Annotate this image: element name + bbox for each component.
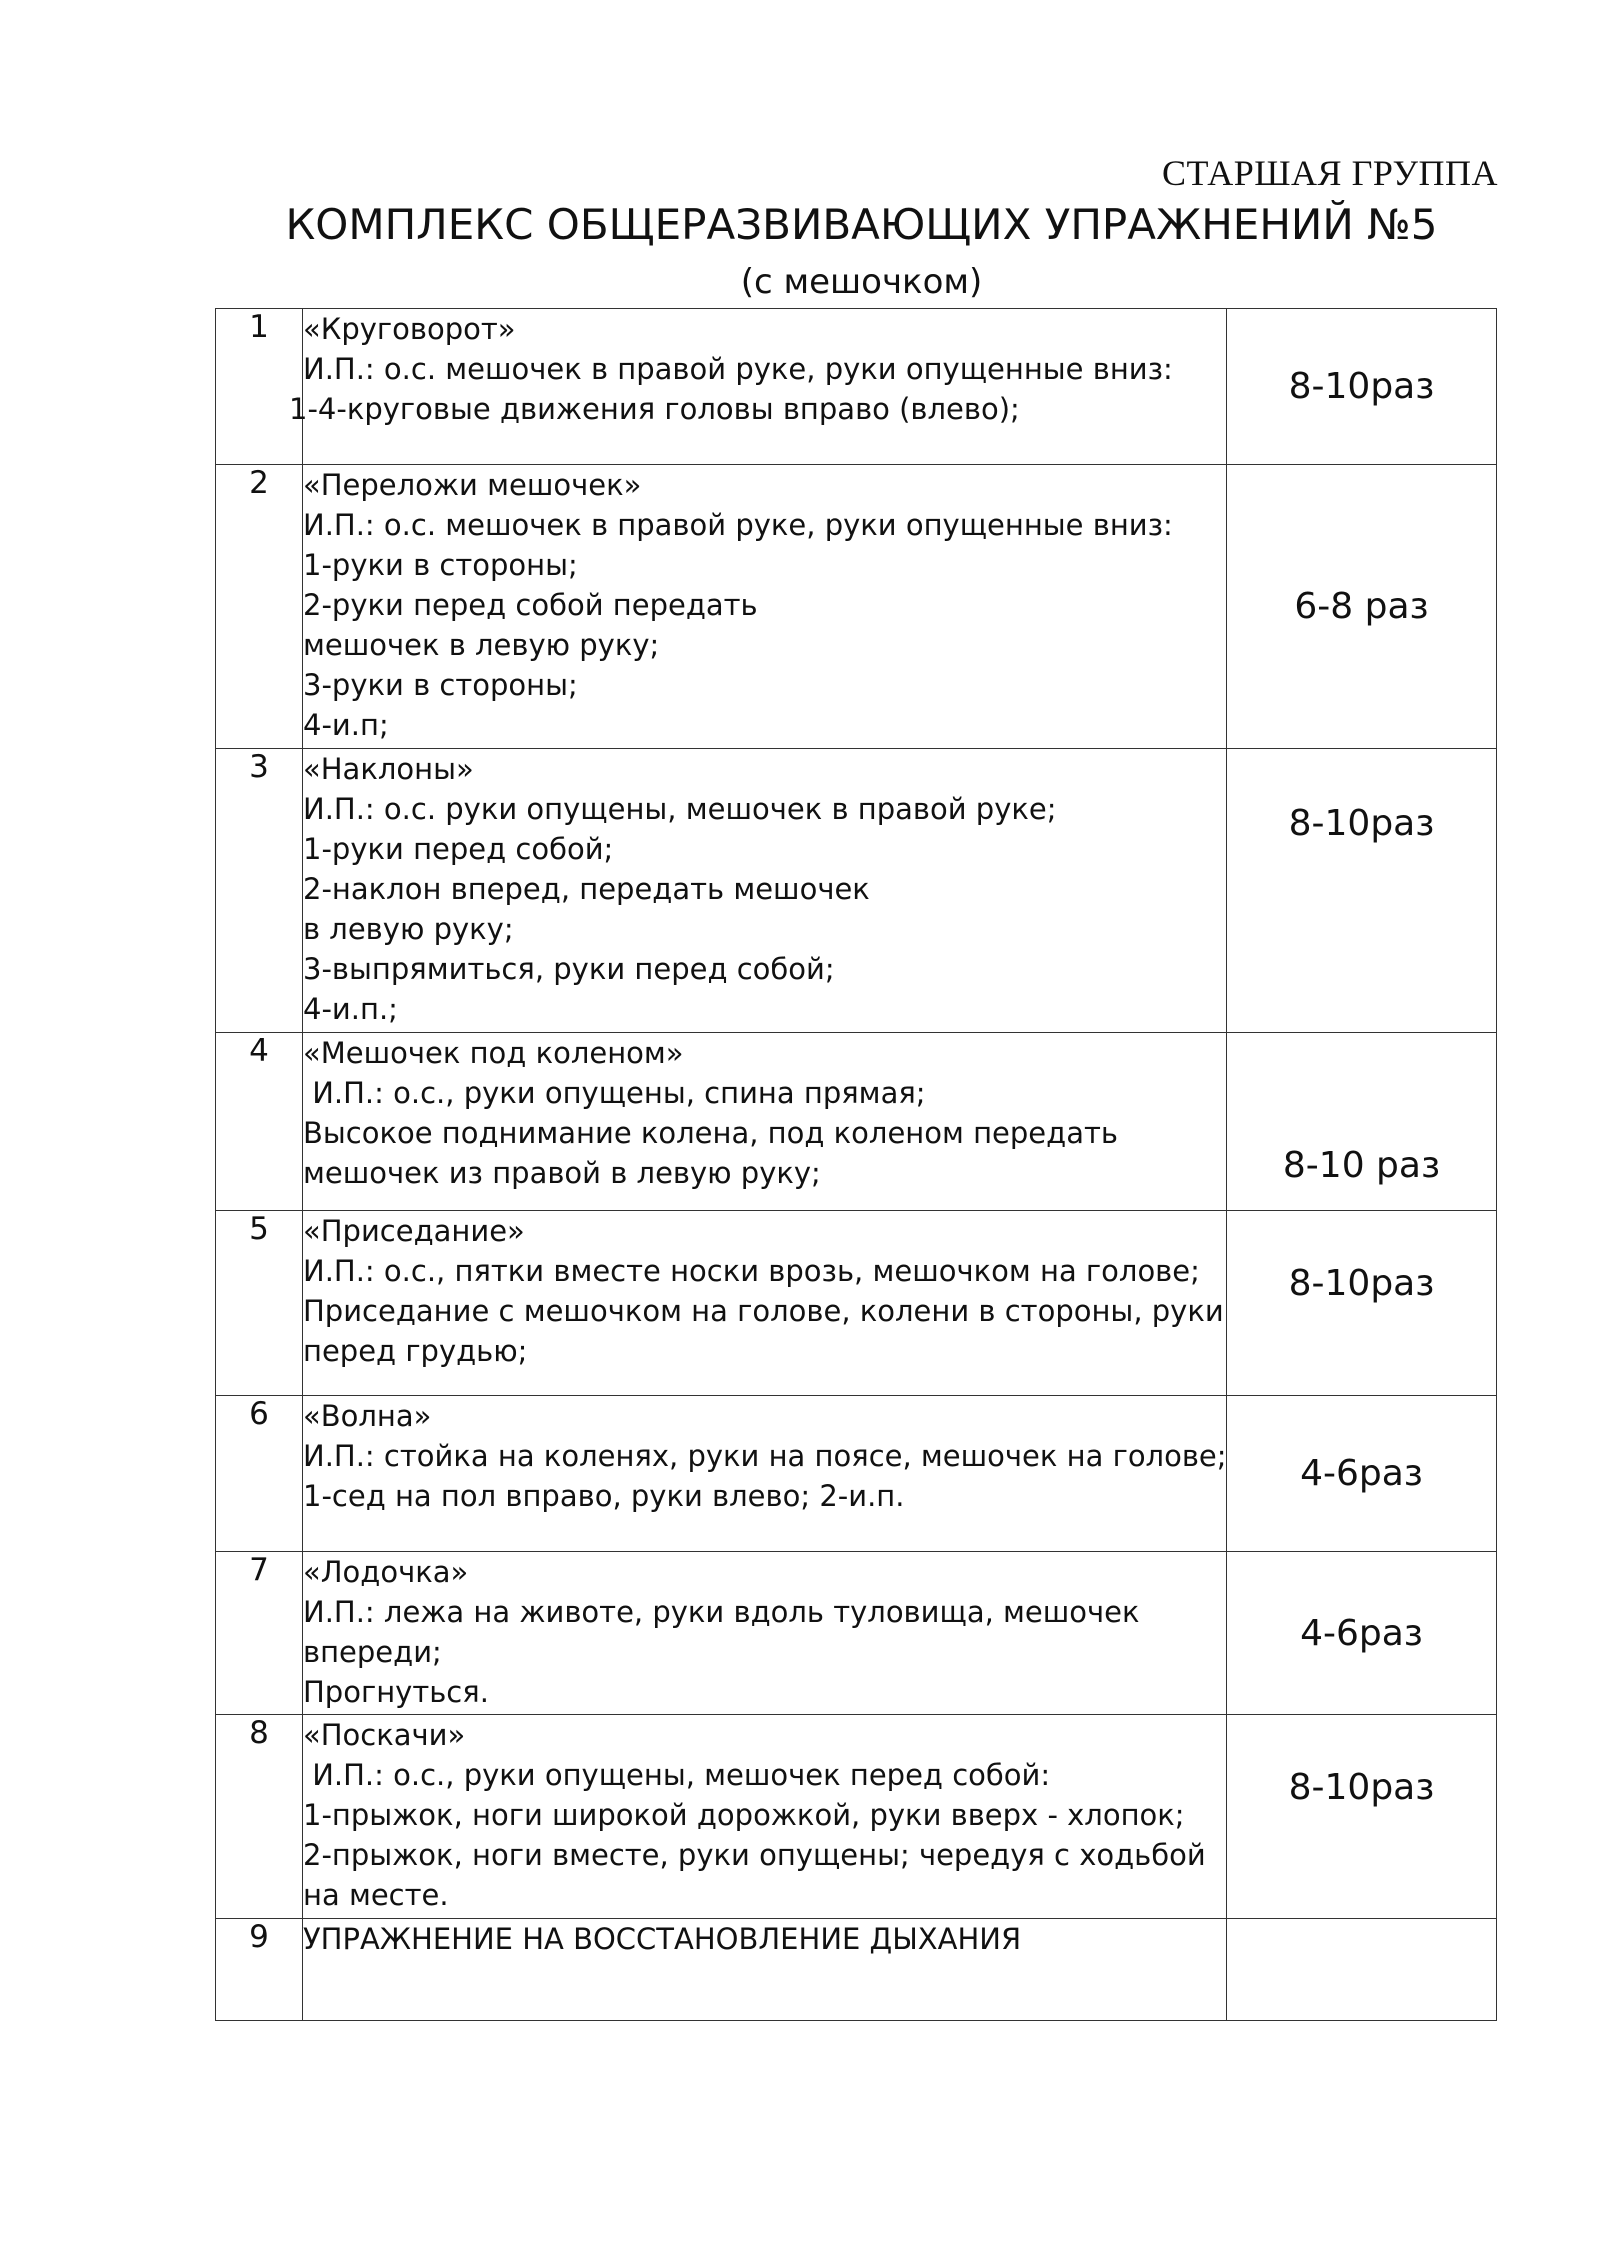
exercise-number: 4 [216,1033,303,1211]
exercise-description [289,309,1227,465]
exercise-line: Прогнуться. [303,1675,489,1709]
exercise-reps: 8-10раз [1227,1211,1497,1396]
exercise-line: 1-прыжок, ноги широкой дорожкой, руки вверх - хлопок; [303,1798,1185,1832]
exercise-line: «Лодочка» [303,1555,469,1589]
exercise-description [303,1715,1227,1919]
table-row [216,749,1497,1033]
exercise-number: 2 [216,465,303,749]
exercise-line: 4-и.п; [303,708,389,742]
exercise-line: УПРАЖНЕНИЕ НА ВОССТАНОВЛЕНИЕ ДЫХАНИЯ [303,1922,1022,1956]
exercise-line: 1-4-круговые движения головы вправо (влево); [289,392,1020,426]
exercise-line: «Мешочек под коленом» [303,1036,684,1070]
exercise-number: 6 [216,1396,303,1552]
exercise-line: «Приседание» [303,1214,525,1248]
exercise-line: И.П.: о.с. руки опущены, мешочек в правой руке; [303,792,1057,826]
exercise-line: мешочек из правой в левую руку; [303,1156,821,1190]
exercise-line: 3-руки в стороны; [303,668,578,702]
exercise-line: «Волна» [303,1399,432,1433]
exercise-description [303,1211,1227,1396]
exercise-line: «Наклоны» [303,752,474,786]
exercise-line: перед грудью; [303,1334,528,1368]
exercise-table [215,308,1497,2021]
exercise-line: «Круговорот» [303,312,516,346]
exercise-line: 2-руки перед собой передать [303,588,758,622]
exercise-reps: 6-8 раз [1227,465,1497,749]
exercise-number: 7 [216,1552,303,1715]
exercise-line: в левую руку; [303,912,514,946]
exercise-number: 5 [216,1211,303,1396]
exercise-line: на месте. [303,1878,449,1912]
exercise-line: 3-выпрямиться, руки перед собой; [303,952,835,986]
group-label: СТАРШАЯ ГРУППА [1162,153,1498,193]
exercise-description [303,749,1227,1033]
table-row [216,1211,1497,1396]
table-row [216,465,1497,749]
exercise-line: И.П.: о.с., пятки вместе носки врозь, мешочком на голове; [303,1254,1200,1288]
exercise-line: 1-руки перед собой; [303,832,614,866]
exercise-description [303,1033,1227,1211]
exercise-reps: 8-10 раз [1227,1033,1497,1211]
exercise-description [303,465,1227,749]
exercise-line: 4-и.п.; [303,992,398,1026]
exercise-reps [1227,1919,1497,2021]
exercise-description [303,1396,1227,1552]
exercise-line: впереди; [303,1635,442,1669]
exercise-description [303,1919,1227,2021]
exercise-reps: 4-6раз [1227,1396,1497,1552]
exercise-line: И.П.: о.с. мешочек в правой руке, руки опущенные вниз: [303,508,1173,542]
exercise-reps: 8-10раз [1227,1715,1497,1919]
exercise-reps: 4-6раз [1227,1552,1497,1715]
exercise-line: 2-наклон вперед, передать мешочек [303,872,870,906]
exercise-number: 8 [216,1715,303,1919]
exercise-line: Высокое поднимание колена, под коленом передать [303,1116,1118,1150]
exercise-description [303,1552,1227,1715]
exercise-line: мешочек в левую руку; [303,628,660,662]
exercise-line: И.П.: лежа на животе, руки вдоль туловища, мешочек [303,1595,1140,1629]
exercise-reps: 8-10раз [1227,309,1497,465]
table-row [216,1396,1497,1552]
exercise-line: И.П.: стойка на коленях, руки на поясе, мешочек на голове; [303,1439,1227,1473]
exercise-line: И.П.: о.с., руки опущены, мешочек перед собой: [303,1758,1051,1792]
exercise-reps: 8-10раз [1227,749,1497,1033]
exercise-line: 1-руки в стороны; [303,548,578,582]
exercise-line: Приседание с мешочком на голове, колени в стороны, руки [303,1294,1224,1328]
page-subtitle: (с мешочком) [740,262,983,302]
table-row [216,309,1497,465]
table-row [216,1033,1497,1211]
page-title: КОМПЛЕКС ОБЩЕРАЗВИВАЮЩИХ УПРАЖНЕНИЙ №5 [285,200,1438,249]
exercise-line: 2-прыжок, ноги вместе, руки опущены; чередуя с ходьбой [303,1838,1206,1872]
exercise-line: И.П.: о.с. мешочек в правой руке, руки опущенные вниз: [303,352,1173,386]
exercise-line: «Поскачи» [303,1718,466,1752]
exercise-line: «Переложи мешочек» [303,468,642,502]
exercise-line: И.П.: о.с., руки опущены, спина прямая; [303,1076,926,1110]
exercise-number: 9 [216,1919,303,2021]
exercise-line: 1-сед на пол вправо, руки влево; 2-и.п. [303,1479,905,1513]
table-row [216,1715,1497,1919]
exercise-number: 1 [216,309,303,465]
exercise-number: 3 [216,749,303,1033]
table-row [216,1919,1497,2021]
table-row [216,1552,1497,1715]
